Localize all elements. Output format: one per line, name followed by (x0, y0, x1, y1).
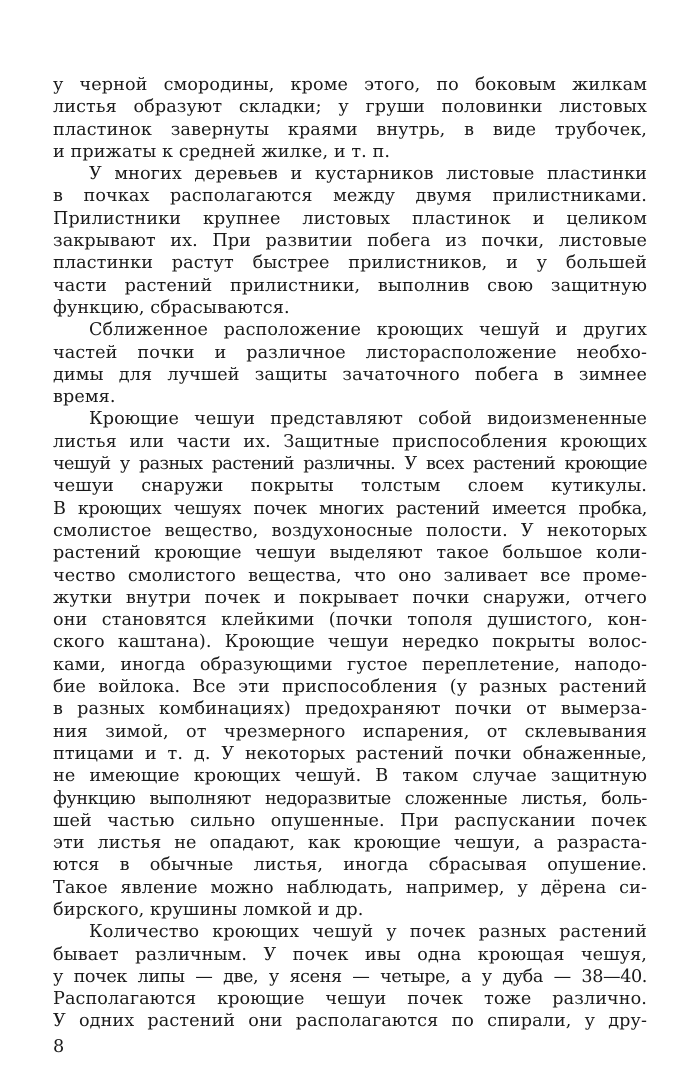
text-line: листья образуют складки; у груши половинки листовых (53, 97, 647, 118)
paragraph-1 (53, 74, 647, 163)
text-line: функцию, сбрасываются. (53, 297, 290, 318)
paragraph-2 (53, 163, 647, 319)
paragraph-4 (53, 408, 647, 921)
text-line: пластинки растут быстрее прилистников, и у большей (53, 253, 647, 274)
text-line: шей частью сильно опушенные. При распускании почек (53, 810, 647, 831)
page-number: 8 (53, 1037, 65, 1057)
text-line: эти листья не опадают, как кроющие чешуи, а разраста- (53, 833, 647, 854)
text-line: растений кроющие чешуи выделяют такое большое коли- (53, 543, 647, 564)
text-line: они становятся клейкими (почки тополя душистого, кон- (53, 610, 647, 631)
text-line: у почек липы — две, у ясеня — четыре, а у дуба — 38—40. (53, 966, 647, 987)
text-line: Такое явление можно наблюдать, например, у дёрена си- (53, 877, 647, 898)
text-line: закрывают их. При развитии побега из почки, листовые (53, 231, 647, 252)
text-line: Располагаются кроющие чешуи почек тоже различно. (53, 989, 647, 1010)
text-line: в разных комбинациях) предохраняют почки от вымерза- (53, 699, 647, 720)
paragraph-3 (53, 319, 647, 408)
text-line: бывает различным. У почек ивы одна кроющая чешуя, (53, 944, 647, 965)
text-line: частей почки и различное листорасположение необхо- (53, 342, 647, 363)
text-line: У многих деревьев и кустарников листовые пластинки (89, 164, 647, 185)
text-line: Количество кроющих чешуй у почек разных растений (89, 922, 647, 943)
text-line: бирского, крушины ломкой и др. (53, 899, 364, 920)
text-line: функцию выполняют недоразвитые сложенные листья, боль- (53, 788, 647, 809)
text-line: ками, иногда образующими густое переплетение, наподо- (53, 654, 647, 675)
text-line: в почках располагаются между двумя прилистниками. (53, 186, 647, 207)
text-line: чешуй у разных растений различны. У всех растений кроющие (53, 454, 647, 475)
text-line: жутки внутри почек и покрывает почки снаружи, отчего (53, 587, 647, 608)
text-line: птицами и т. д. У некоторых растений почки обнаженные, (53, 743, 647, 764)
paragraph-5 (53, 921, 647, 1032)
text-line: ния зимой, от чрезмерного испарения, от склевывания (53, 721, 647, 742)
text-line: ского каштана). Кроющие чешуи нередко покрыты волос- (53, 632, 647, 653)
text-line: Кроющие чешуи представляют собой видоизмененные (89, 409, 647, 430)
text-line: листья или части их. Защитные приспособления кроющих (53, 431, 647, 452)
text-line: чешуи снаружи покрыты толстым слоем кутикулы. (53, 476, 647, 497)
text-line: У одних растений они располагаются по спирали, у дру- (53, 1011, 647, 1032)
text-line: В кроющих чешуях почек многих растений имеется пробка, (53, 498, 647, 519)
text-line: Прилистники крупнее листовых пластинок и целиком (53, 208, 647, 229)
text-line: пластинок завернуты краями внутрь, в виде трубочек, (53, 119, 647, 140)
text-line: части растений прилистники, выполнив свою защитную (53, 275, 647, 296)
text-line: Сближенное расположение кроющих чешуй и других (89, 320, 647, 341)
text-line: и прижаты к средней жилке, и т. п. (53, 141, 391, 162)
text-line: бие войлока. Все эти приспособления (у разных растений (53, 677, 647, 698)
text-line: у черной смородины, кроме этого, по боковым жилкам (53, 75, 647, 95)
page-text (53, 74, 647, 1033)
text-line: чество смолистого вещества, что оно заливает все проме- (53, 565, 647, 586)
text-line: смолистое вещество, воздухоносные полости. У некоторых (53, 520, 647, 541)
text-line: не имеющие кроющих чешуй. В таком случае защитную (53, 766, 647, 787)
text-line: димы для лучшей защиты зачаточного побега в зимнее (53, 364, 647, 385)
text-line: ются в обычные листья, иногда сбрасывая опушение. (53, 855, 647, 876)
text-line: время. (53, 387, 116, 408)
